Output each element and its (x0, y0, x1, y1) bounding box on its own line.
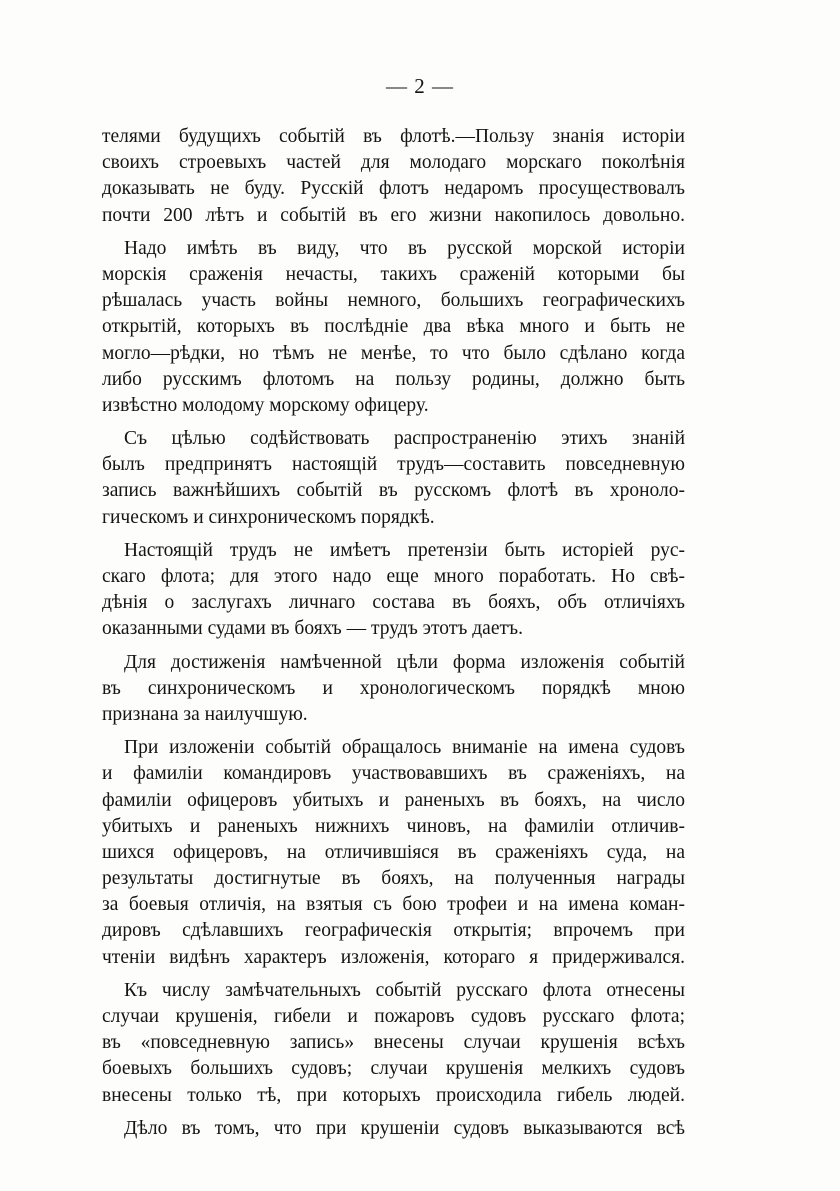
paragraph-4 (102, 538, 685, 643)
body-text (102, 124, 685, 1149)
text-line: случаи крушенія, гибели и пожаровъ судовъ русскаго флота; (102, 1006, 685, 1027)
text-line: боевыхъ большихъ судовъ; случаи крушенія мелкихъ судовъ (102, 1058, 685, 1080)
text-line: телями будущихъ событій въ флотѣ.—Пользу знанія исторіи (102, 126, 685, 147)
text-line: внесены только тѣ, при которыхъ происходила гибель людей. (102, 1084, 685, 1106)
paragraph-5 (102, 650, 685, 729)
text-line: въ синхроническомъ и хронологическомъ порядкѣ мною (102, 677, 685, 699)
text-line: извѣстно молодому морскому офицеру. (102, 394, 429, 416)
text-line: фамиліи офицеровъ убитыхъ и раненыхъ въ бояхъ, на число (102, 789, 685, 811)
text-line: Дѣло въ томъ, что при крушеніи судовъ выказываются всѣ (124, 1117, 685, 1139)
text-line: признана за наилучшую. (102, 703, 308, 725)
text-line: оказанными судами въ бояхъ — трудъ этотъ даетъ. (102, 618, 523, 640)
text-line: могло—рѣдки, но тѣмъ не менѣе, то что было сдѣлано когда (102, 342, 685, 364)
text-line: результаты достигнутые въ бояхъ, на полученныя награды (102, 868, 685, 890)
text-line: убитыхъ и раненыхъ нижнихъ чиновъ, на фамиліи отличив- (102, 815, 685, 837)
text-line: запись важнѣйшихъ событій въ русскомъ флотѣ въ хроноло- (102, 480, 685, 502)
text-line: Къ числу замѣчательныхъ событій русскаго флота отнесены (124, 979, 685, 1001)
text-line: рѣшалась участь войны немного, большихъ географическихъ (102, 290, 685, 312)
text-line: за боевыя отличія, на взятыя съ бою трофеи и на имена коман- (102, 894, 685, 916)
page-number: — 2 — (386, 74, 454, 98)
text-line: гическомъ и синхроническомъ порядкѣ. (102, 506, 435, 528)
text-line: своихъ строевыхъ частей для молодаго морскаго поколѣнія (102, 152, 685, 174)
text-line: Настоящій трудъ не имѣетъ претензіи быть исторіей рус- (124, 539, 685, 561)
text-line: чтеніи видѣнъ характеръ изложенія, котораго я придерживался. (102, 946, 685, 968)
text-line: открытій, которыхъ въ послѣдніе два вѣка много и быть не (102, 316, 685, 338)
paragraph-6 (102, 735, 685, 971)
paragraph-8 (102, 1116, 685, 1142)
text-line: шихся офицеровъ, на отличившіяся въ сраженіяхъ суда, на (102, 841, 685, 863)
text-line: либо русскимъ флотомъ на пользу родины, должно быть (102, 368, 685, 390)
text-line: Надо имѣть въ виду, что въ русской морской исторіи (124, 237, 685, 259)
paragraph-2 (102, 236, 685, 419)
paragraph-1 (102, 124, 685, 229)
paragraph-7 (102, 978, 685, 1109)
text-line: При изложеніи событій обращалось вниманіе на имена судовъ (124, 737, 685, 759)
text-line: Съ цѣлью содѣйствовать распространенію этихъ знаній (124, 428, 685, 450)
text-line: дѣнія о заслугахъ личнаго состава въ бояхъ, объ отличіяхъ (102, 592, 685, 614)
paragraph-3 (102, 426, 685, 531)
text-line: и фамиліи командировъ участвовавшихъ въ сраженіяхъ, на (102, 763, 685, 785)
text-line: Для достиженія намѣченной цѣли форма изложенія событій (124, 651, 685, 673)
text-line: морскія сраженія нечасты, такихъ сраженій которыми бы (102, 263, 685, 285)
text-line: скаго флота; для этого надо еще много поработать. Но свѣ- (102, 566, 685, 587)
text-line: въ «повседневную запись» внесены случаи крушенія всѣхъ (102, 1032, 685, 1054)
text-line: почти 200 лѣтъ и событій въ его жизни накопилось довольно. (102, 204, 685, 226)
text-line: былъ предпринятъ настоящій трудъ—составить повседневную (102, 454, 685, 476)
text-line: доказывать не буду. Русскій флотъ недаромъ просуществовалъ (102, 178, 685, 200)
text-line: дировъ сдѣлавшихъ географическія открытія; впрочемъ при (102, 920, 685, 942)
